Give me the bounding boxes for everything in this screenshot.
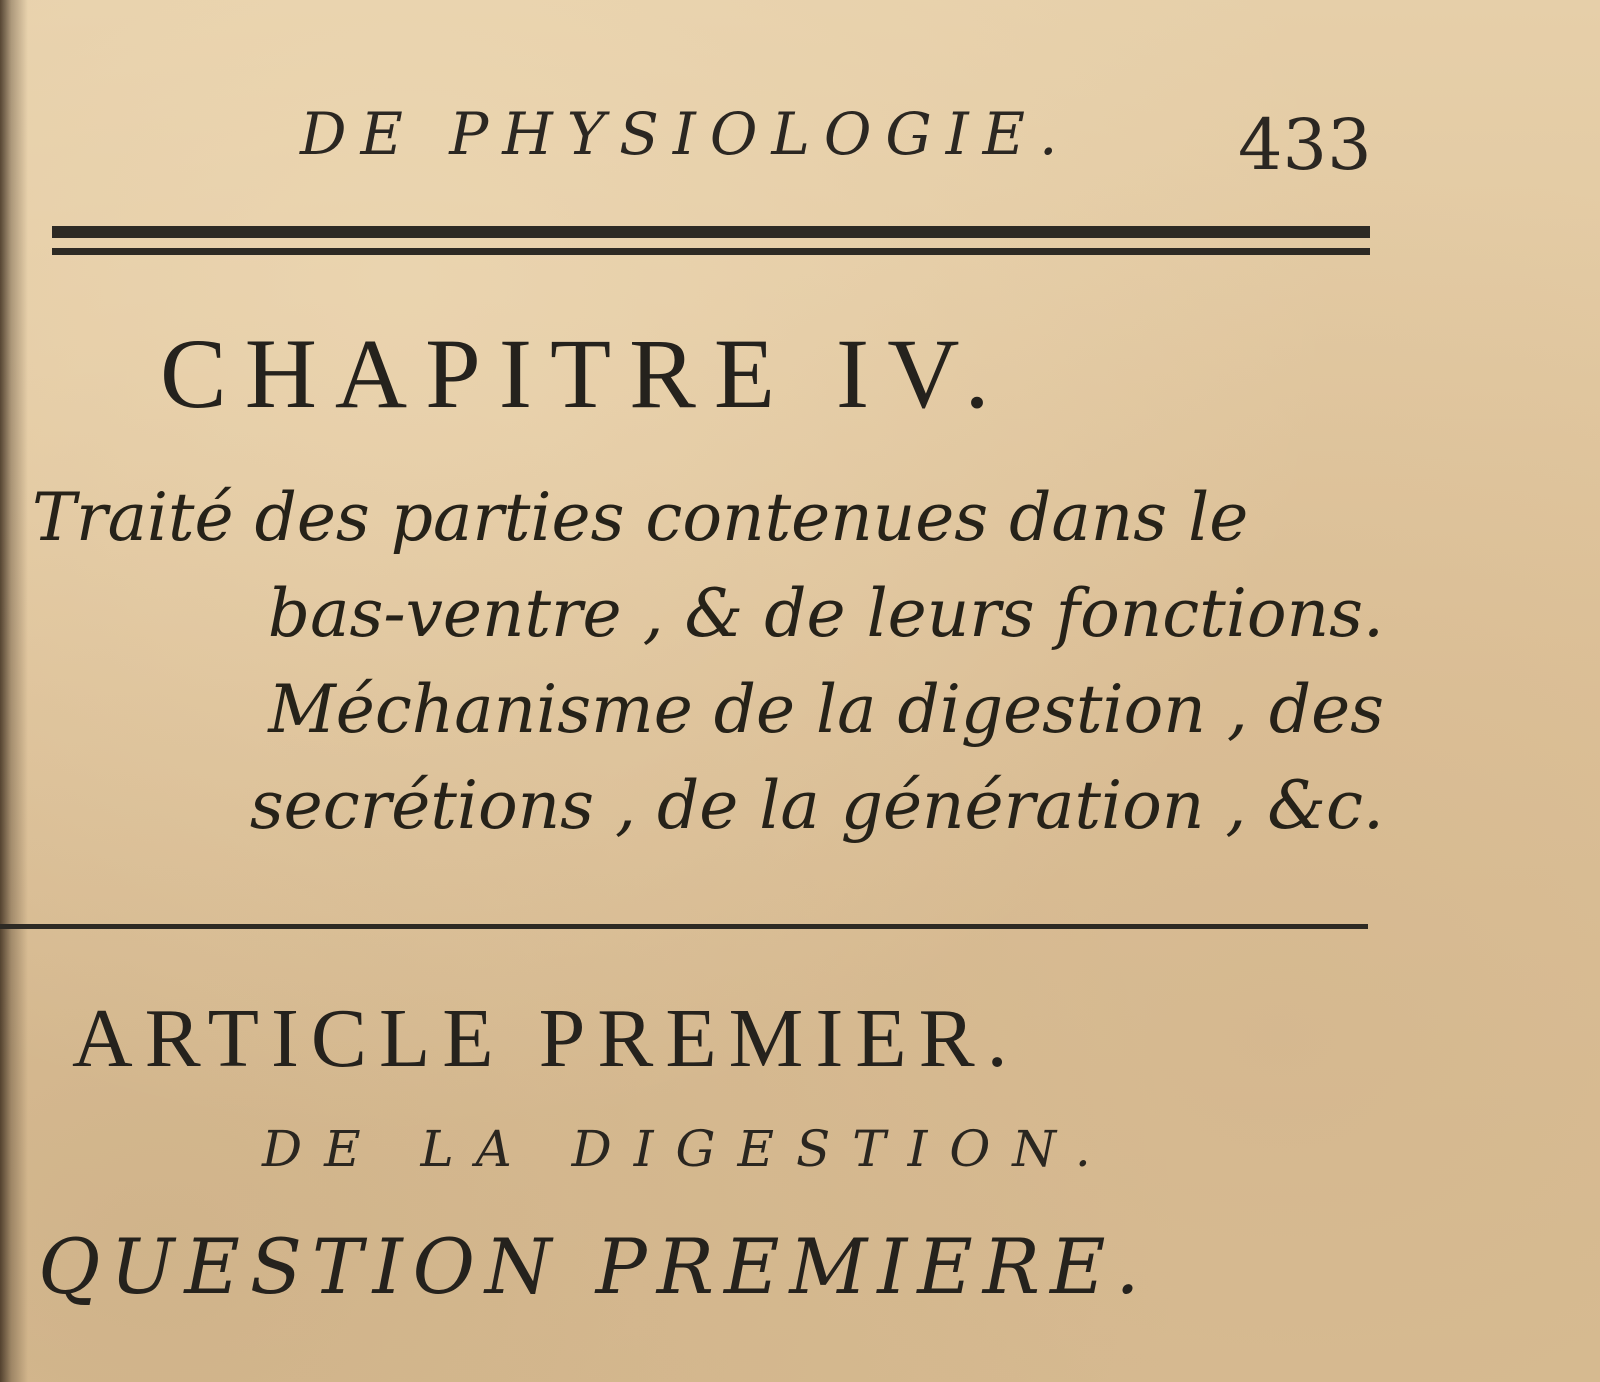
section-subtitle: DE LA DIGESTION. <box>262 1120 1113 1178</box>
page-number: 433 <box>1238 104 1372 186</box>
question-title: QUESTION PREMIERE. <box>38 1222 1150 1311</box>
running-head: DE PHYSIOLOGIE. <box>300 100 1072 168</box>
rule-thin <box>52 248 1370 255</box>
double-rule-divider <box>52 226 1370 266</box>
summary-line: Traité des parties contenues dans le <box>32 479 1249 556</box>
summary-line: Méchanisme de la digestion , des <box>268 671 1384 748</box>
summary-line: secrétions , de la génération , &c. <box>249 767 1384 844</box>
chapter-summary <box>24 470 1384 854</box>
rule-thick <box>52 226 1370 238</box>
single-rule-divider <box>0 924 1368 929</box>
summary-line: bas-ventre , & de leurs fonctions. <box>267 575 1384 652</box>
article-title: ARTICLE PREMIER. <box>72 992 1020 1085</box>
chapter-title: CHAPITRE IV. <box>160 318 1008 429</box>
